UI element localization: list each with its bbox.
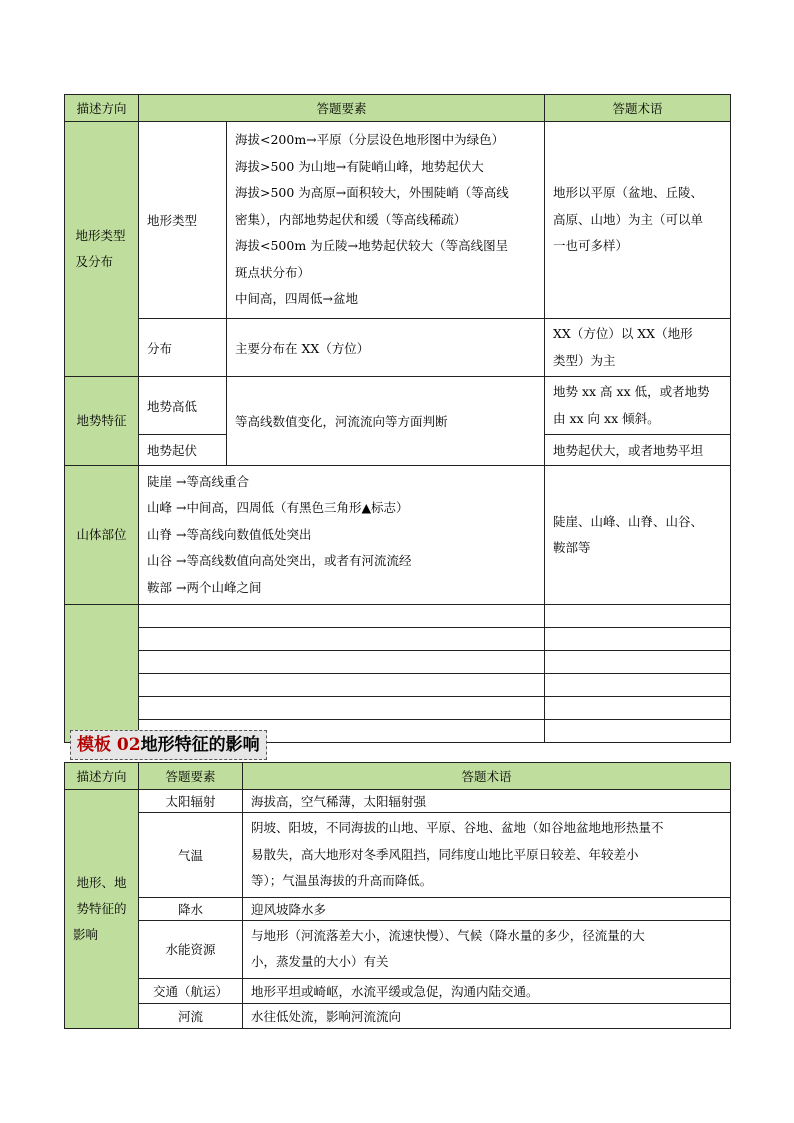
table-row — [65, 466, 731, 605]
category-empty — [65, 605, 139, 743]
category-terrain-feature: 地势特征 — [65, 377, 139, 466]
category-influence: 地形、地 势特征的 影响 — [65, 790, 139, 1029]
template-number: 模板 02 — [77, 735, 141, 755]
list-item: 中间高，四周低→盆地 — [235, 291, 358, 307]
list-item: 海拔>500 为高原→面积较大，外围陡峭（等高线 — [235, 185, 509, 201]
empty-row — [65, 651, 731, 674]
table-row — [65, 813, 731, 898]
terrain-type-elements — [227, 122, 545, 319]
list-item: 斑点状分布） — [235, 264, 311, 280]
list-item: 鞍部 →两个山峰之间 — [147, 579, 262, 595]
table-header-row — [65, 763, 731, 790]
table-row — [65, 1003, 731, 1028]
list-item: 密集），内部地势起伏和缓（等高线稀疏） — [235, 211, 467, 227]
list-item: 山峰 →中间高，四周低（有黑色三角形▲标志） — [147, 500, 409, 516]
terms-river: 水往低处流，影响河流流向 — [243, 1003, 731, 1028]
terms-solar-radiation: 海拔高，空气稀薄，太阳辐射强 — [243, 790, 731, 813]
feature-terms-height: 地势 xx 高 xx 低，或者地势 由 xx 向 xx 倾斜。 — [545, 377, 731, 435]
table-terrain-influence — [64, 762, 731, 1029]
table-row — [65, 790, 731, 813]
table-row — [65, 920, 731, 978]
feature-label-height: 地势高低 — [139, 377, 227, 435]
header-elements: 答题要素 — [139, 95, 545, 122]
terrain-type-label: 地形类型 — [139, 122, 227, 319]
list-item: 陡崖 →等高线重合 — [147, 473, 249, 489]
header-terms: 答题术语 — [545, 95, 731, 122]
template-title — [70, 730, 267, 760]
header-terms: 答题术语 — [243, 763, 731, 790]
table-header-row — [65, 95, 731, 122]
category-terrain-type: 地形类型及分布 — [65, 122, 139, 377]
header-elements: 答题要素 — [139, 763, 243, 790]
terrain-type-terms: 地形以平原（盆地、丘陵、 高原、山地）为主（可以单 一也可多样） — [545, 122, 731, 319]
table-row — [65, 122, 731, 319]
terms-transport: 地形平坦或崎岖，水流平缓或急促，沟通内陆交通。 — [243, 978, 731, 1003]
element-hydropower: 水能资源 — [139, 920, 243, 978]
category-mountain: 山体部位 — [65, 466, 139, 605]
list-item: 海拔>500 为山地→有陡峭山峰，地势起伏大 — [235, 158, 484, 174]
table-row — [65, 897, 731, 920]
element-transport: 交通（航运） — [139, 978, 243, 1003]
feature-label-relief: 地势起伏 — [139, 435, 227, 466]
table-row — [65, 978, 731, 1003]
terrain-feature-element: 等高线数值变化，河流流向等方面判断 — [227, 377, 545, 466]
mountain-elements — [139, 466, 545, 605]
feature-terms-relief: 地势起伏大，或者地势平坦 — [545, 435, 731, 466]
empty-row — [65, 674, 731, 697]
terms-temperature: 阴坡、阳坡，不同海拔的山地、平原、谷地、盆地（如谷地盆地地形热量不 易散失，高大地形对冬季风阻挡，同纬度山地比平原日较差、年较差小 等）；气温虽海拔的升高而降低。 — [243, 813, 731, 898]
distribution-label: 分布 — [139, 319, 227, 377]
list-item: 海拔<200m→平原（分层设色地形图中为绿色） — [235, 132, 505, 148]
element-solar-radiation: 太阳辐射 — [139, 790, 243, 813]
terms-hydropower: 与地形（河流落差大小，流速快慢）、气候（降水量的多少，径流量的大 小，蒸发量的大小）有关 — [243, 920, 731, 978]
terms-precipitation: 迎风坡降水多 — [243, 897, 731, 920]
empty-row — [65, 697, 731, 720]
list-item: 山谷 →等高线数值向高处突出，或者有河流流经 — [147, 553, 412, 569]
empty-row — [65, 628, 731, 651]
table-row — [65, 319, 731, 377]
header-direction: 描述方向 — [65, 763, 139, 790]
element-river: 河流 — [139, 1003, 243, 1028]
table-row — [65, 377, 731, 435]
element-precipitation: 降水 — [139, 897, 243, 920]
distribution-terms: XX（方位）以 XX（地形 类型）为主 — [545, 319, 731, 377]
list-item: 山脊 →等高线向数值低处突出 — [147, 526, 312, 542]
list-item: 海拔<500m 为丘陵→地势起伏较大（等高线图呈 — [235, 238, 509, 254]
template-title-text: 地形特征的影响 — [140, 735, 260, 755]
element-temperature: 气温 — [139, 813, 243, 898]
header-direction: 描述方向 — [65, 95, 139, 122]
distribution-element: 主要分布在 XX（方位） — [227, 319, 545, 377]
empty-row — [65, 605, 731, 628]
mountain-terms: 陡崖、山峰、山脊、山谷、 鞍部等 — [545, 466, 731, 605]
table-terrain-description — [64, 94, 731, 743]
